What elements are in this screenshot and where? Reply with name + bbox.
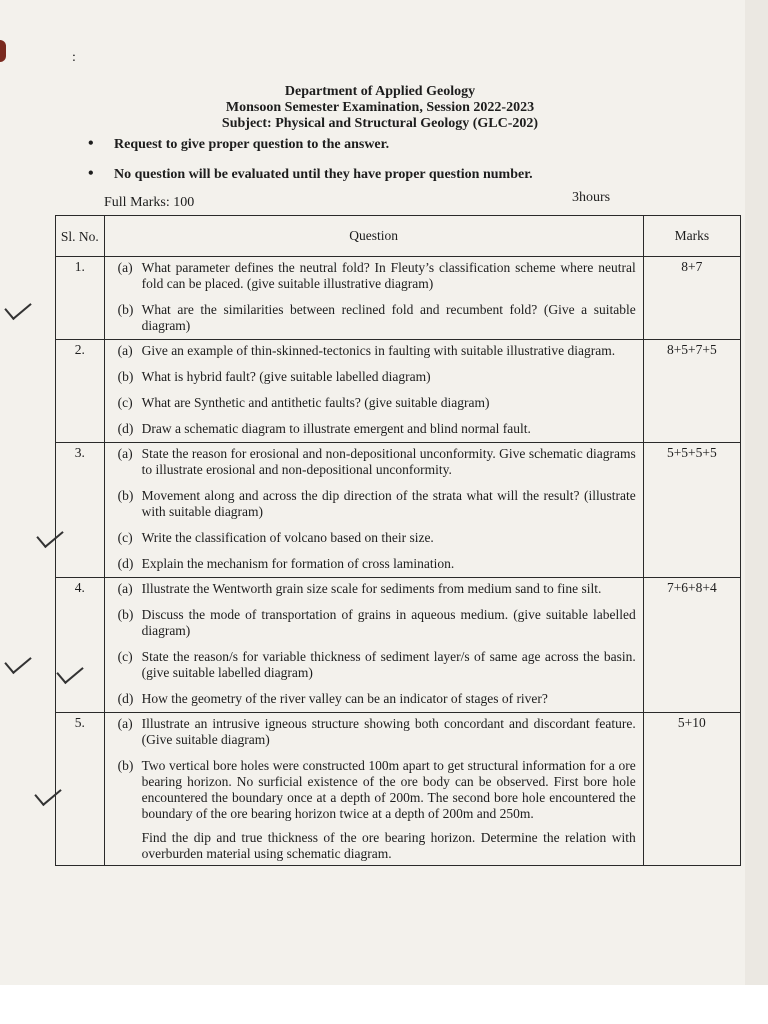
table-row bbox=[56, 713, 741, 866]
instruction-item: • Request to give proper question to the answer. bbox=[88, 135, 390, 152]
part-label: (c) bbox=[117, 395, 133, 410]
part-text: What are the similarities between reclined fold and recumbent fold? (Give a suitable diagram) bbox=[141, 302, 636, 333]
part-label: (c) bbox=[117, 530, 133, 545]
question-continuation: Find the dip and true thickness of the ore bearing horizon. Determine the relation with overburden material using schematic diagram. bbox=[141, 830, 636, 861]
part-label: (a) bbox=[117, 260, 133, 275]
question-part bbox=[106, 647, 642, 683]
table-header-row bbox=[56, 216, 741, 257]
marks-cell: 5+10 bbox=[643, 713, 740, 866]
part-label: (b) bbox=[117, 302, 134, 317]
table-row bbox=[56, 340, 741, 443]
question-part bbox=[106, 393, 642, 413]
question-number: 4. bbox=[56, 578, 105, 713]
questions-table bbox=[55, 215, 741, 866]
question-part bbox=[106, 756, 642, 824]
full-marks-label: Full Marks: 100 bbox=[104, 195, 195, 210]
part-label: (a) bbox=[117, 446, 133, 461]
question-part bbox=[106, 258, 642, 294]
part-text: Write the classification of volcano based on their size. bbox=[141, 530, 434, 545]
header-marks: Marks bbox=[643, 216, 740, 257]
part-text: Draw a schematic diagram to illustrate emergent and blind normal fault. bbox=[141, 421, 531, 436]
header-question: Question bbox=[104, 216, 643, 257]
question-part bbox=[106, 528, 642, 548]
part-label: (a) bbox=[117, 343, 133, 358]
marks-cell: 8+7 bbox=[643, 257, 740, 340]
question-part bbox=[106, 554, 642, 574]
header-sl-no: Sl. No. bbox=[56, 216, 105, 257]
question-part bbox=[106, 367, 642, 387]
question-number: 1. bbox=[56, 257, 105, 340]
exam-header bbox=[150, 84, 610, 132]
part-text: State the reason/s for variable thickness of sediment layer/s of same age across the basin. (give suitable labelled diagram) bbox=[141, 649, 636, 680]
exam-title: Monsoon Semester Examination, Session 2022-2023 bbox=[225, 100, 535, 115]
part-text: What parameter defines the neutral fold? In Fleuty’s classification scheme where neutral fold can be placed. (give suitable illustrative diagram) bbox=[141, 260, 636, 291]
instruction-item: • No question will be evaluated until they have proper question number. bbox=[88, 165, 533, 182]
part-label: (d) bbox=[117, 421, 134, 436]
question-cell bbox=[104, 340, 643, 443]
part-label: (a) bbox=[117, 716, 133, 731]
question-part bbox=[106, 300, 642, 336]
part-label: (b) bbox=[117, 488, 134, 503]
binder-clip-mark bbox=[0, 40, 6, 62]
question-part bbox=[106, 419, 642, 439]
question-part bbox=[106, 341, 642, 361]
instructions-list bbox=[88, 135, 648, 195]
part-text: Discuss the mode of transportation of grains in aqueous medium. (give suitable labelled diagram) bbox=[141, 607, 636, 638]
bullet-icon: • bbox=[88, 135, 94, 152]
question-number: 2. bbox=[56, 340, 105, 443]
part-text: Give an example of thin-skinned-tectonics in faulting with suitable illustrative diagram. bbox=[141, 343, 616, 358]
department-title: Department of Applied Geology bbox=[284, 84, 476, 99]
table-row bbox=[56, 578, 741, 713]
part-text: State the reason for erosional and non-depositional unconformity. Give schematic diagrams to illustrate erosional and non-depositional unconformity. bbox=[141, 446, 636, 477]
part-text: Illustrate an intrusive igneous structure showing both concordant and discordant feature. (Give suitable diagram) bbox=[141, 716, 636, 747]
part-label: (a) bbox=[117, 581, 133, 596]
bullet-icon: • bbox=[88, 165, 94, 182]
question-cell bbox=[104, 578, 643, 713]
part-text: Explain the mechanism for formation of cross lamination. bbox=[141, 556, 455, 571]
question-number: 5. bbox=[56, 713, 105, 866]
part-label: (b) bbox=[117, 607, 134, 622]
duration-label: 3hours bbox=[572, 190, 611, 205]
part-label: (b) bbox=[117, 758, 134, 773]
part-label: (d) bbox=[117, 556, 134, 571]
stray-colon-mark: : bbox=[72, 50, 76, 65]
part-text: What are Synthetic and antithetic faults? (give suitable diagram) bbox=[141, 395, 490, 410]
question-cell bbox=[104, 443, 643, 578]
question-cell bbox=[104, 713, 643, 866]
part-text: What is hybrid fault? (give suitable labelled diagram) bbox=[141, 369, 431, 384]
part-text: Movement along and across the dip direction of the strata what will the result? (illustrate with suitable diagram) bbox=[141, 488, 636, 519]
part-label: (b) bbox=[117, 369, 134, 384]
marks-cell: 7+6+8+4 bbox=[643, 578, 740, 713]
question-number: 3. bbox=[56, 443, 105, 578]
question-part bbox=[106, 714, 642, 750]
marks-cell: 8+5+7+5 bbox=[643, 340, 740, 443]
part-text: How the geometry of the river valley can be an indicator of stages of river? bbox=[141, 691, 548, 706]
page-edge-strip bbox=[745, 0, 768, 985]
question-part bbox=[106, 579, 642, 599]
question-part bbox=[106, 605, 642, 641]
marks-cell: 5+5+5+5 bbox=[643, 443, 740, 578]
part-text: Two vertical bore holes were constructed 100m apart to get structural information for a ore bearing horizon. No surficial existence of the ore body can be observed. First bore hole encountered the boundary once at a depth of 200m. The second bore hole encountered the boundary of the ore bearing horizon twice at a depth of 200m and 250m. bbox=[141, 758, 636, 821]
question-part bbox=[106, 486, 642, 522]
page-bottom-margin bbox=[0, 985, 768, 1024]
question-cell bbox=[104, 257, 643, 340]
part-text: Illustrate the Wentworth grain size scale for sediments from medium sand to fine silt. bbox=[141, 581, 602, 596]
subject-title: Subject: Physical and Structural Geology (GLC-202) bbox=[221, 116, 539, 131]
part-label: (d) bbox=[117, 691, 134, 706]
question-part bbox=[106, 444, 642, 480]
part-label: (c) bbox=[117, 649, 133, 664]
question-part bbox=[106, 689, 642, 709]
table-row bbox=[56, 257, 741, 340]
table-row bbox=[56, 443, 741, 578]
